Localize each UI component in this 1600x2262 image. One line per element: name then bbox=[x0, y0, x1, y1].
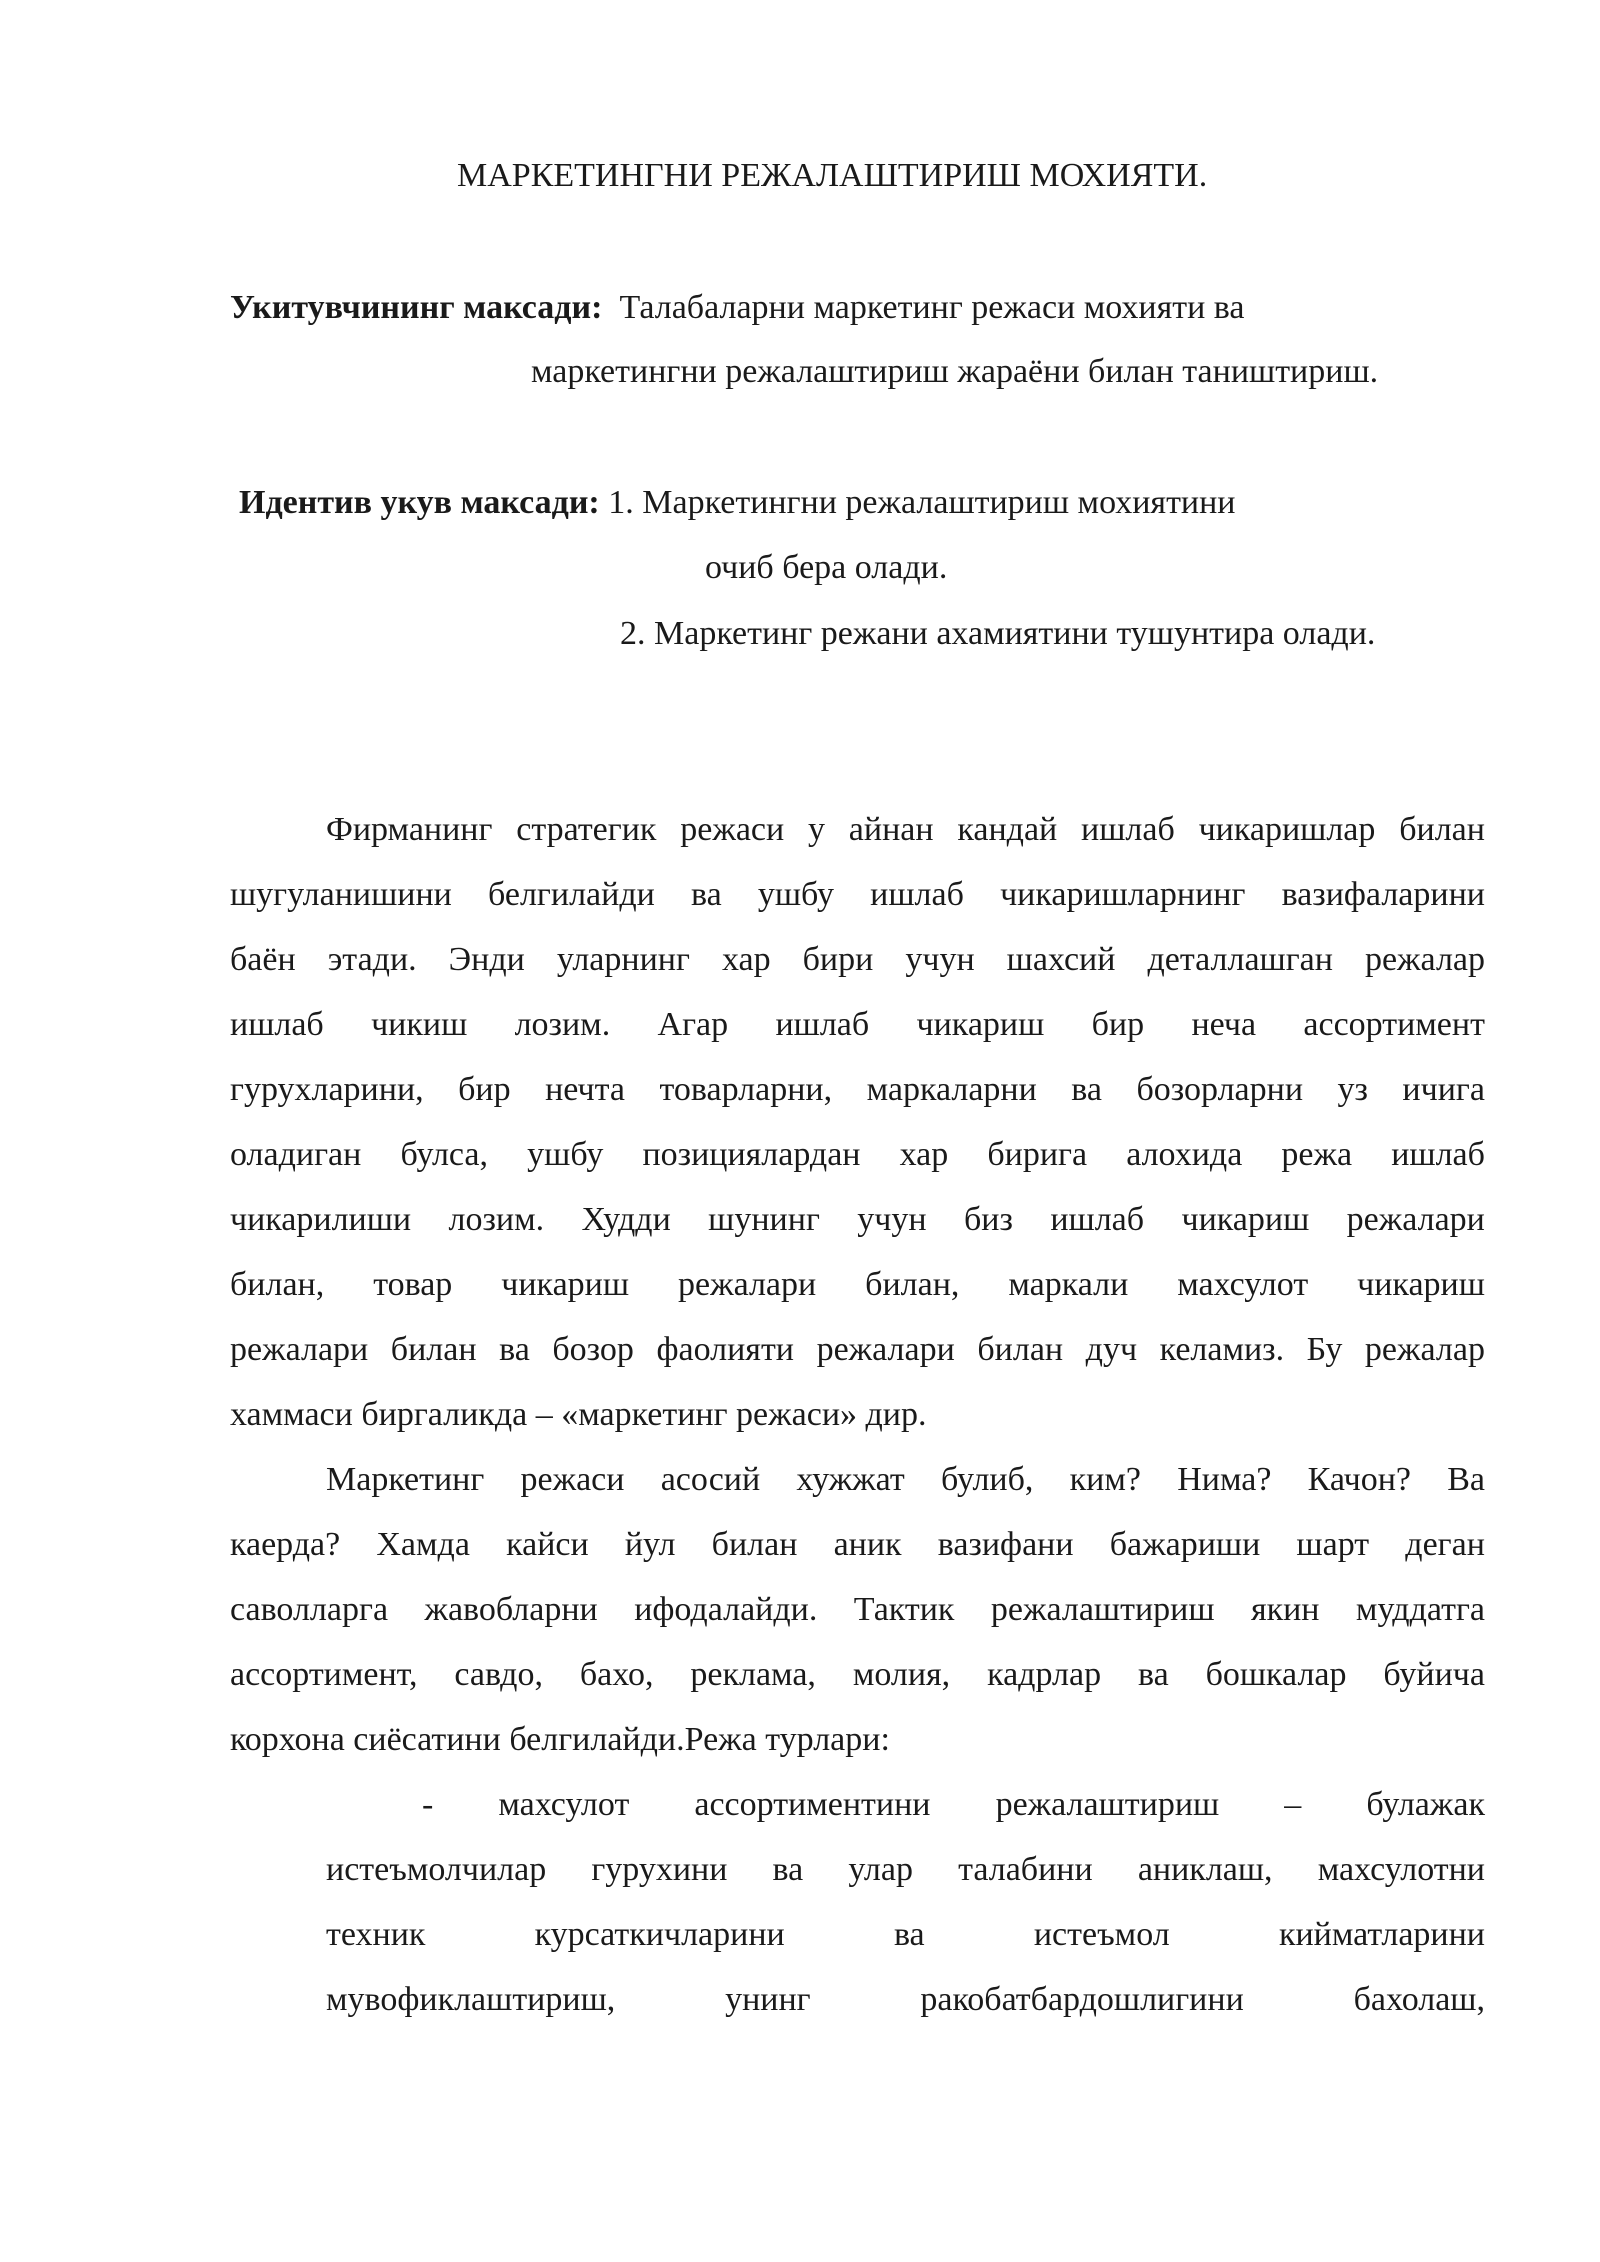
word: аник bbox=[833, 1526, 902, 1563]
word: бахо, bbox=[579, 1656, 654, 1693]
word: жавобларни bbox=[424, 1591, 598, 1628]
word: Бу bbox=[1306, 1331, 1343, 1368]
word: чикарилиши bbox=[230, 1201, 412, 1238]
word: бозор bbox=[552, 1331, 634, 1368]
word: кадрлар bbox=[987, 1656, 1102, 1693]
word: кандай bbox=[957, 811, 1058, 848]
word: режа bbox=[1281, 1136, 1353, 1173]
word: товар bbox=[373, 1266, 453, 1303]
word: талабини bbox=[958, 1851, 1093, 1888]
word: учун bbox=[905, 941, 975, 978]
word: чикаришлар bbox=[1198, 811, 1376, 848]
word: вазифаларини bbox=[1281, 876, 1485, 913]
teacher-goal-line1 bbox=[230, 288, 1245, 328]
paragraph-line bbox=[230, 1070, 1485, 1110]
paragraph-line bbox=[230, 1655, 1485, 1695]
learning-goal-item2: 2. Маркетинг режани ахамиятини тушунтира олади. bbox=[620, 615, 1376, 652]
word: ишлаб bbox=[870, 876, 964, 913]
word: гурухини bbox=[591, 1851, 728, 1888]
word: чикаришларнинг bbox=[1000, 876, 1246, 913]
word: бажариши bbox=[1109, 1526, 1261, 1563]
word: бошкалар bbox=[1205, 1656, 1347, 1693]
word: оладиган bbox=[230, 1136, 362, 1173]
word: билан bbox=[977, 1331, 1064, 1368]
word: билан bbox=[390, 1331, 477, 1368]
word: неча bbox=[1191, 1006, 1257, 1043]
paragraph-line bbox=[326, 1460, 1485, 1500]
word: дуч bbox=[1085, 1331, 1138, 1368]
word: чикариш bbox=[1181, 1201, 1310, 1238]
word: баён bbox=[230, 941, 296, 978]
word: булса, bbox=[400, 1136, 489, 1173]
word: ва bbox=[499, 1331, 530, 1368]
word: каерда? bbox=[230, 1526, 341, 1563]
word: учун bbox=[857, 1201, 927, 1238]
word: молия, bbox=[852, 1656, 951, 1693]
word: уларнинг bbox=[556, 941, 690, 978]
word: Маркетинг bbox=[326, 1461, 485, 1498]
teacher-goal-label: Укитувчининг максади: bbox=[230, 289, 603, 326]
word: якин bbox=[1250, 1591, 1320, 1628]
word: курсаткичларини bbox=[534, 1916, 785, 1953]
word: махсулот bbox=[1177, 1266, 1309, 1303]
word: махсулот bbox=[498, 1786, 630, 1823]
paragraph-line bbox=[326, 810, 1485, 850]
word: бирига bbox=[987, 1136, 1088, 1173]
word: маркали bbox=[1008, 1266, 1129, 1303]
word: режалар bbox=[1364, 1331, 1485, 1368]
word: бир bbox=[1091, 1006, 1145, 1043]
word: саволларга bbox=[230, 1591, 389, 1628]
word: унинг bbox=[725, 1981, 811, 2018]
word: техник bbox=[326, 1916, 426, 1953]
document-title: МАРКЕТИНГНИ РЕЖАЛАШТИРИШ МОХИЯТИ. bbox=[457, 157, 1208, 194]
list-item-line bbox=[326, 1980, 1485, 2020]
paragraph-line bbox=[230, 1590, 1485, 1630]
paragraph-line bbox=[230, 940, 1485, 980]
word: лозим. bbox=[448, 1201, 545, 1238]
word: билан, bbox=[865, 1266, 960, 1303]
word: ва bbox=[1071, 1071, 1102, 1108]
word: Хамда bbox=[376, 1526, 470, 1563]
teacher-goal-text: Талабаларни маркетинг режаси мохияти ва bbox=[619, 289, 1245, 326]
paragraph-line-last: хаммаси биргаликда – «маркетинг режаси» дир. bbox=[230, 1396, 927, 1433]
word: режаси bbox=[680, 811, 785, 848]
word: кайси bbox=[506, 1526, 589, 1563]
word: шугуланишини bbox=[230, 876, 452, 913]
word: бир bbox=[458, 1071, 511, 1108]
word: ушбу bbox=[757, 876, 835, 913]
word: чикариш bbox=[1357, 1266, 1485, 1303]
learning-goal-label: Идентив укув максади: bbox=[239, 484, 600, 521]
word: чикиш bbox=[371, 1006, 468, 1043]
word: билан, bbox=[230, 1266, 325, 1303]
word: деталлашган bbox=[1147, 941, 1333, 978]
paragraph-line bbox=[230, 875, 1485, 915]
word: махсулотни bbox=[1317, 1851, 1485, 1888]
word: кийматларини bbox=[1278, 1916, 1485, 1953]
word: режалаштириш bbox=[995, 1786, 1220, 1823]
word: ишлаб bbox=[230, 1006, 324, 1043]
word: ичига bbox=[1402, 1071, 1485, 1108]
word: товарларни, bbox=[659, 1071, 833, 1108]
word: Энди bbox=[448, 941, 525, 978]
word: ишлаб bbox=[775, 1006, 870, 1043]
word: гурухларини, bbox=[230, 1071, 424, 1108]
word: режаси bbox=[520, 1461, 625, 1498]
word: бири bbox=[802, 941, 874, 978]
word: реклама, bbox=[690, 1656, 816, 1693]
list-item-line bbox=[422, 1785, 1485, 1825]
word: чикариш bbox=[916, 1006, 1045, 1043]
word: ишлаб bbox=[1081, 811, 1175, 848]
word: буйича bbox=[1383, 1656, 1485, 1693]
word: асосий bbox=[660, 1461, 761, 1498]
word: Агар bbox=[657, 1006, 729, 1043]
word: бахолаш, bbox=[1353, 1981, 1485, 2018]
word: Тактик bbox=[853, 1591, 955, 1628]
word: - bbox=[422, 1786, 434, 1823]
word: хужжат bbox=[796, 1461, 905, 1498]
word: билан bbox=[711, 1526, 798, 1563]
word: бозорларни bbox=[1136, 1071, 1304, 1108]
word: ушбу bbox=[527, 1136, 604, 1173]
word: булиб, bbox=[940, 1461, 1034, 1498]
word: ишлаб bbox=[1050, 1201, 1145, 1238]
word: чикариш bbox=[501, 1266, 630, 1303]
learning-goal-line1 bbox=[239, 483, 1236, 523]
word: Нима? bbox=[1177, 1461, 1272, 1498]
word: ва bbox=[772, 1851, 804, 1888]
word: белгилайди bbox=[488, 876, 655, 913]
word: хар bbox=[899, 1136, 949, 1173]
word: вазифани bbox=[937, 1526, 1074, 1563]
word: деган bbox=[1405, 1526, 1485, 1563]
word: улар bbox=[848, 1851, 913, 1888]
list-item-line bbox=[326, 1850, 1485, 1890]
word: режалари bbox=[677, 1266, 817, 1303]
list-item-line bbox=[326, 1915, 1485, 1955]
word: истеъмолчилар bbox=[326, 1851, 547, 1888]
word: режалари bbox=[230, 1331, 369, 1368]
paragraph-line bbox=[230, 1525, 1485, 1565]
word: ассортимент, bbox=[230, 1656, 418, 1693]
paragraph-line bbox=[230, 1200, 1485, 1240]
teacher-goal-line2: маркетингни режалаштириш жараёни билан таништириш. bbox=[531, 353, 1379, 390]
paragraph-line bbox=[230, 1005, 1485, 1045]
word: этади. bbox=[327, 941, 417, 978]
word: уз bbox=[1337, 1071, 1368, 1108]
word: лозим. bbox=[514, 1006, 611, 1043]
word: шахсий bbox=[1006, 941, 1116, 978]
word: аниклаш, bbox=[1137, 1851, 1273, 1888]
word: шунинг bbox=[708, 1201, 820, 1238]
word: булажак bbox=[1366, 1786, 1485, 1823]
word: истеъмол bbox=[1033, 1916, 1170, 1953]
word: келамиз. bbox=[1159, 1331, 1285, 1368]
word: ишлаб bbox=[1391, 1136, 1485, 1173]
word: фаолияти bbox=[656, 1331, 794, 1368]
word: позициялардан bbox=[642, 1136, 861, 1173]
word: айнан bbox=[848, 811, 934, 848]
word: ракобатбардошлигини bbox=[920, 1981, 1244, 2018]
word: ассортиментини bbox=[694, 1786, 931, 1823]
paragraph-line bbox=[230, 1330, 1485, 1370]
learning-goal-item1: 1. Маркетингни режалаштириш мохиятини bbox=[608, 484, 1236, 521]
word: ва bbox=[1137, 1656, 1169, 1693]
word: ва bbox=[893, 1916, 925, 1953]
paragraph-line bbox=[230, 1265, 1485, 1305]
word: билан bbox=[1399, 811, 1485, 848]
word: биз bbox=[964, 1201, 1013, 1238]
word: нечта bbox=[545, 1071, 626, 1108]
word: стратегик bbox=[516, 811, 657, 848]
word: ва bbox=[690, 876, 722, 913]
word: шарт bbox=[1296, 1526, 1370, 1563]
word: алохида bbox=[1126, 1136, 1243, 1173]
word: Худди bbox=[581, 1201, 671, 1238]
word: мувофиклаштириш, bbox=[326, 1981, 616, 2018]
word: у bbox=[808, 811, 825, 848]
word: ифодалайди. bbox=[634, 1591, 818, 1628]
word: савдо, bbox=[454, 1656, 543, 1693]
word: режалаштириш bbox=[990, 1591, 1215, 1628]
word: Качон? bbox=[1307, 1461, 1411, 1498]
word: хар bbox=[721, 941, 771, 978]
word: йул bbox=[624, 1526, 676, 1563]
word: муддатга bbox=[1355, 1591, 1485, 1628]
word: ким? bbox=[1069, 1461, 1141, 1498]
word: режалари bbox=[1346, 1201, 1485, 1238]
word: режалари bbox=[816, 1331, 955, 1368]
paragraph-line-last: корхона сиёсатини белгилайди.Режа турлари: bbox=[230, 1721, 890, 1758]
word: – bbox=[1284, 1786, 1302, 1823]
word: режалар bbox=[1364, 941, 1485, 978]
word: Фирманинг bbox=[326, 811, 493, 848]
paragraph-line bbox=[230, 1135, 1485, 1175]
learning-goal-item1-cont: очиб бера олади. bbox=[705, 549, 948, 586]
word: маркаларни bbox=[866, 1071, 1037, 1108]
word: Ва bbox=[1447, 1461, 1485, 1498]
word: ассортимент bbox=[1303, 1006, 1485, 1043]
